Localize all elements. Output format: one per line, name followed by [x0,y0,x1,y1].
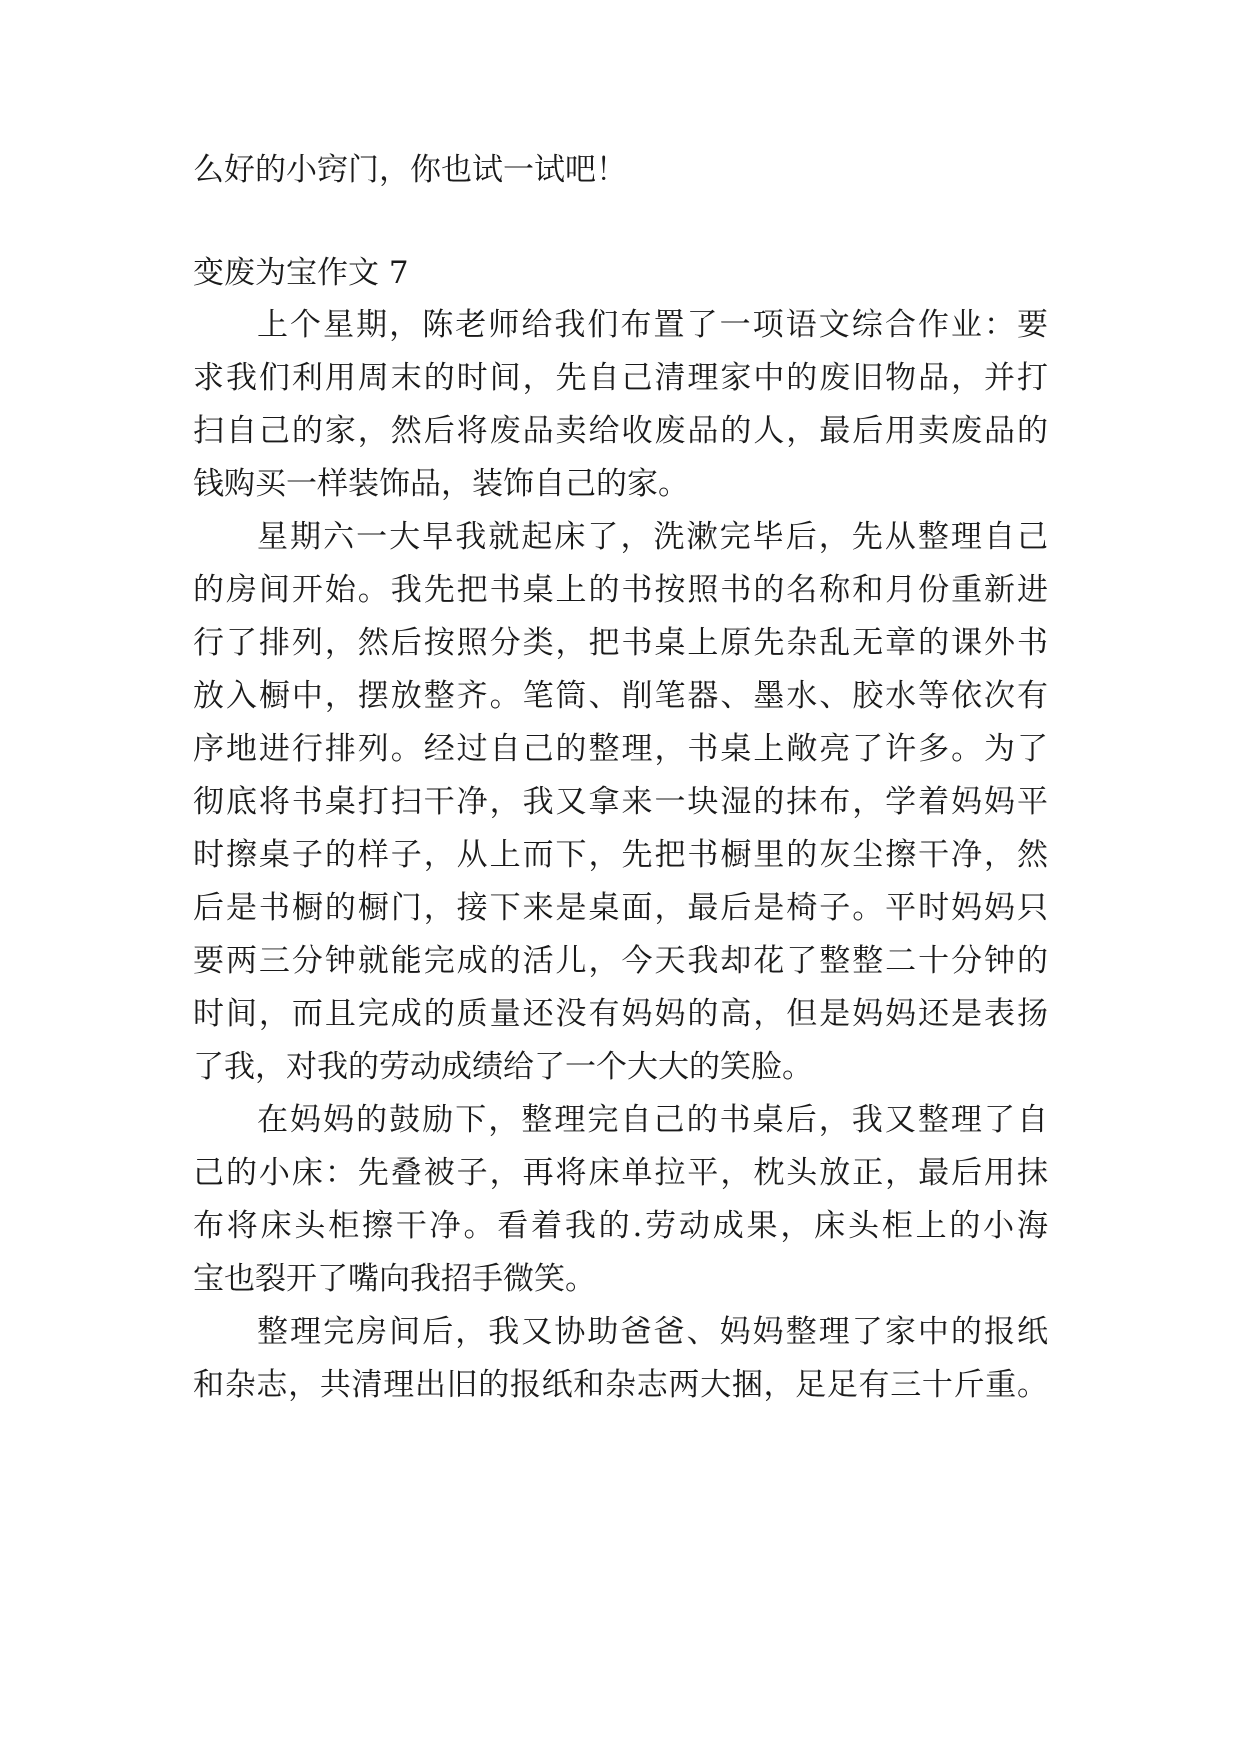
paragraph-line: 序地进行排列。经过自己的整理，书桌上敞亮了许多。为了 [193,731,1048,767]
paragraph-line: 要两三分钟就能完成的活儿，今天我却花了整整二十分钟的 [193,943,1048,979]
paragraph-line: 上个星期，陈老师给我们布置了一项语文综合作业：要 [257,307,1048,343]
paragraph-line: 求我们利用周末的时间，先自己清理家中的废旧物品，并打 [193,360,1048,396]
paragraph-line: 时擦桌子的样子，从上而下，先把书橱里的灰尘擦干净，然 [193,837,1048,873]
paragraph-line: 彻底将书桌打扫干净，我又拿来一块湿的抹布，学着妈妈平 [193,784,1048,820]
paragraph-line: 了我，对我的劳动成绩给了一个大大的笑脸。 [193,1049,813,1085]
paragraph-line: 扫自己的家，然后将废品卖给收废品的人，最后用卖废品的 [193,413,1048,449]
paragraph-line: 行了排列，然后按照分类，把书桌上原先杂乱无章的课外书 [193,625,1048,661]
paragraph-line: 整理完房间后，我又协助爸爸、妈妈整理了家中的报纸 [257,1314,1048,1350]
section-heading: 变废为宝作文 7 [193,255,409,291]
text-line: 么好的小窍门，你也试一试吧！ [193,152,627,188]
paragraph-line: 己的小床：先叠被子，再将床单拉平，枕头放正，最后用抹 [193,1155,1048,1191]
paragraph-line: 的房间开始。我先把书桌上的书按照书的名称和月份重新进 [193,572,1048,608]
paragraph-line: 放入橱中，摆放整齐。笔筒、削笔器、墨水、胶水等依次有 [193,678,1048,714]
paragraph-line: 布将床头柜擦干净。看着我的.劳动成果，床头柜上的小海 [193,1208,1048,1244]
paragraph-line: 钱购买一样装饰品，装饰自己的家。 [193,466,689,502]
paragraph-line: 时间，而且完成的质量还没有妈妈的高，但是妈妈还是表扬 [193,996,1048,1032]
paragraph-line: 在妈妈的鼓励下，整理完自己的书桌后，我又整理了自 [257,1102,1048,1138]
paragraph-line: 星期六一大早我就起床了，洗漱完毕后，先从整理自己 [257,519,1048,555]
paragraph-line: 和杂志，共清理出旧的报纸和杂志两大捆，足足有三十斤重。 [193,1367,1048,1403]
paragraph-line: 后是书橱的橱门，接下来是桌面，最后是椅子。平时妈妈只 [193,890,1048,926]
document-page [193,0,1048,1754]
paragraph-line: 宝也裂开了嘴向我招手微笑。 [193,1261,596,1297]
